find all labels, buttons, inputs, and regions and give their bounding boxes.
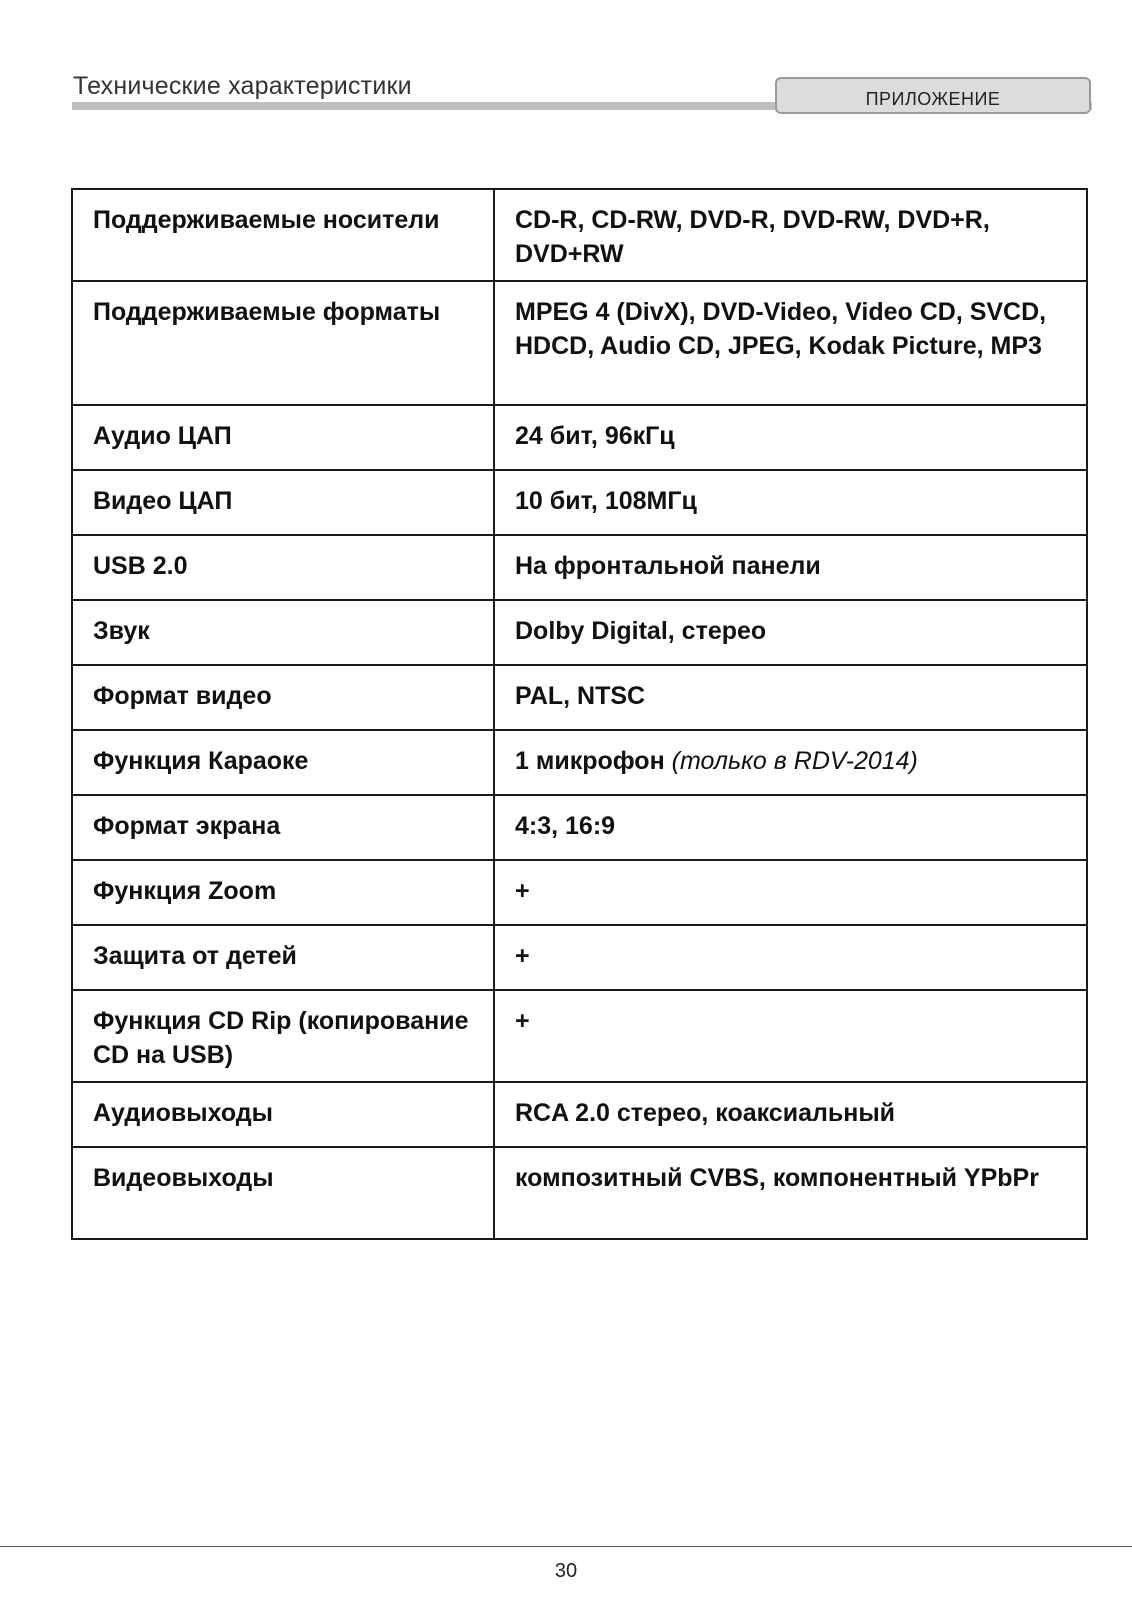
spec-label: Звук (72, 600, 494, 665)
spec-label: Аудиовыходы (72, 1082, 494, 1147)
spec-value: RCA 2.0 стерео, коаксиальный (494, 1082, 1087, 1147)
spec-label: Поддерживаемые носители (72, 189, 494, 281)
spec-label: Функция CD Rip (копирование CD на USB) (72, 990, 494, 1082)
spec-value: CD-R, CD-RW, DVD-R, DVD-RW, DVD+R, DVD+RW (494, 189, 1087, 281)
spec-label: Защита от детей (72, 925, 494, 990)
spec-value: 10 бит, 108МГц (494, 470, 1087, 535)
spec-value: + (494, 990, 1087, 1082)
spec-label: Аудио ЦАП (72, 405, 494, 470)
table-row (72, 1082, 1087, 1147)
table-row (72, 600, 1087, 665)
table-row (72, 470, 1087, 535)
spec-value: композитный CVBS, компонентный YPbPr (494, 1147, 1087, 1239)
table-row (72, 1147, 1087, 1239)
section-tab-label: ПРИЛОЖЕНИЕ (775, 77, 1091, 114)
spec-value: 4:3, 16:9 (494, 795, 1087, 860)
table-row (72, 665, 1087, 730)
spec-label: Функция Zoom (72, 860, 494, 925)
spec-value: PAL, NTSC (494, 665, 1087, 730)
table-row (72, 281, 1087, 405)
table-row (72, 535, 1087, 600)
spec-value: 24 бит, 96кГц (494, 405, 1087, 470)
spec-label: Видеовыходы (72, 1147, 494, 1239)
spec-note: (только в RDV-2014) (671, 747, 918, 775)
page-number: 30 (554, 1560, 578, 1582)
spec-value: MPEG 4 (DivX), DVD-Video, Video CD, SVCD, HDCD, Audio CD, JPEG, Kodak Picture, MP3 (494, 281, 1087, 405)
footer-divider (0, 1546, 1132, 1547)
table-row (72, 990, 1087, 1082)
spec-label: USB 2.0 (72, 535, 494, 600)
spec-value: Dolby Digital, стерео (494, 600, 1087, 665)
table-row (72, 730, 1087, 795)
specifications-table (71, 188, 1088, 1240)
table-row (72, 860, 1087, 925)
spec-label: Видео ЦАП (72, 470, 494, 535)
spec-value-cell (494, 730, 1087, 795)
spec-value: + (494, 860, 1087, 925)
table-row (72, 795, 1087, 860)
spec-value: 1 микрофон (515, 747, 665, 775)
table-row (72, 405, 1087, 470)
spec-label: Формат экрана (72, 795, 494, 860)
spec-label: Формат видео (72, 665, 494, 730)
spec-label: Функция Караоке (72, 730, 494, 795)
page-header-title: Технические характеристики (73, 72, 412, 100)
table-row (72, 925, 1087, 990)
spec-label: Поддерживаемые форматы (72, 281, 494, 405)
spec-value: На фронтальной панели (494, 535, 1087, 600)
table-row (72, 189, 1087, 281)
spec-value: + (494, 925, 1087, 990)
